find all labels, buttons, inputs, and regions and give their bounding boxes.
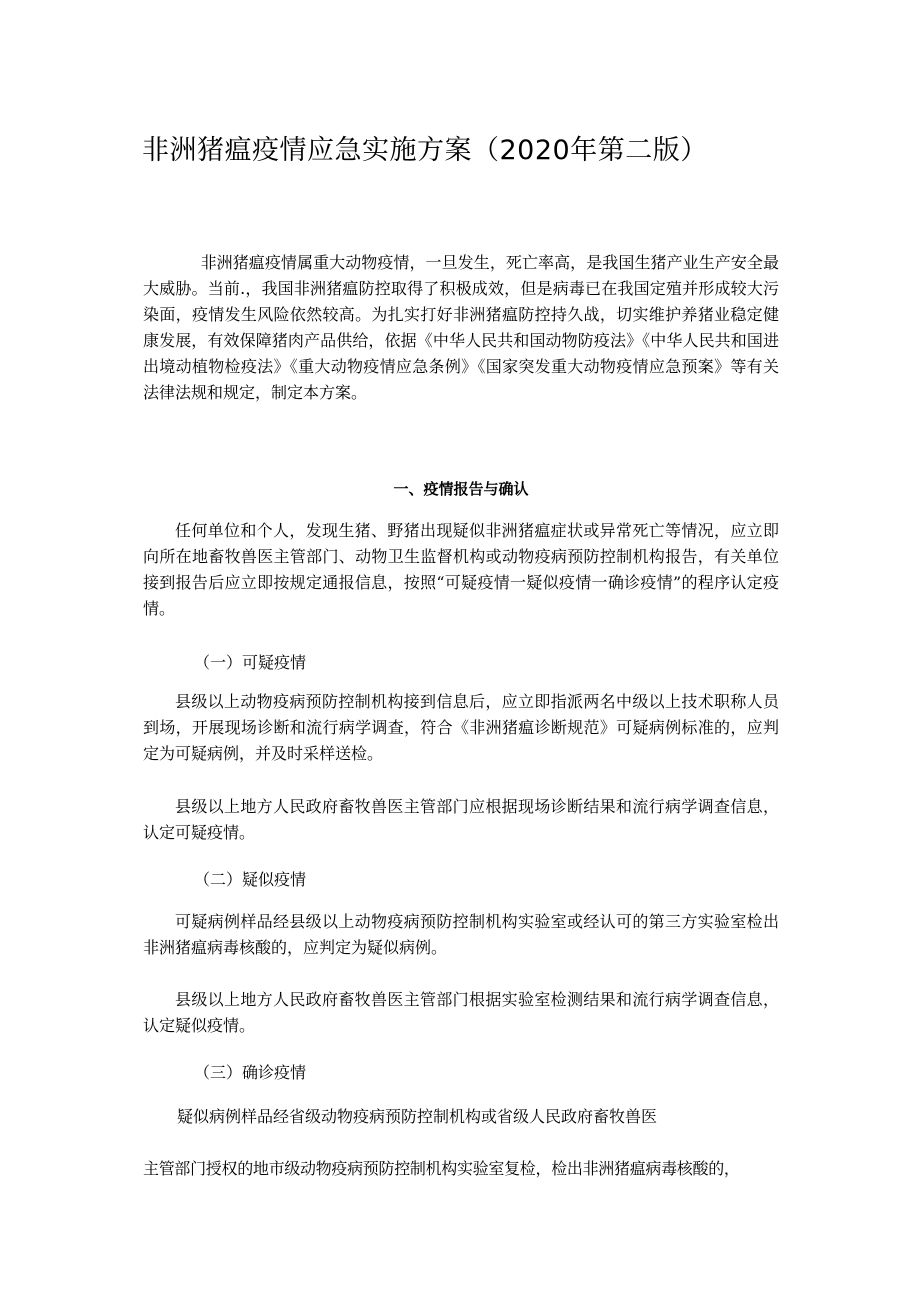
paragraph-probable-1: 可疑病例样品经县级以上动物疫病预防控制机构实验室或经认可的第三方实验室检出非洲猪瘟病毒核酸的，应判定为疑似病例。 [143, 912, 779, 957]
paragraph-probable-2: 县级以上地方人民政府畜牧兽医主管部门根据实验室检测结果和流行病学调查信息，认定疑似疫情。 [143, 990, 779, 1035]
paragraph-confirmed-line-2: 主管部门授权的地市级动物疫病预防控制机构实验室复检，检出非洲猪瘟病毒核酸的， [143, 1159, 740, 1178]
subheading-confirmed: （三）确诊疫情 [194, 1063, 307, 1082]
document-title: 非洲猪瘟疫情应急实施方案（2020年第二版） [142, 135, 708, 166]
subheading-suspicious: （一）可疑疫情 [194, 653, 307, 672]
subheading-probable: （二）疑似疫情 [194, 870, 307, 889]
paragraph-suspicious-1: 县级以上动物疫病预防控制机构接到信息后，应立即指派两名中级以上技术职称人员到场，开展现场诊断和流行病学调查，符合《非洲猪瘟诊断规范》可疑病例标准的，应判定为可疑病例，并及时采样送检。 [143, 692, 779, 763]
intro-paragraph: 非洲猪瘟疫情属重大动物疫情，一旦发生，死亡率高，是我国生猪产业生产安全最大威胁。当前.，我国非洲猪瘟防控取得了积极成效，但是病毒已在我国定殖并形成较大污染面，疫情发生风险依然较高。为扎实打好非洲猪瘟防控持久战，切实维护养猪业稳定健康发展，有效保障猪肉产品供给，依据《中华人民共和国动物防疫法》《中华人民共和国进出境动植物检疫法》《重大动物疫情应急条例》《国家突发重大动物疫情应急预案》等有关法律法规和规定，制定本方案。 [143, 253, 779, 402]
paragraph-report: 任何单位和个人，发现生猪、野猪出现疑似非洲猪瘟症状或异常死亡等情况，应立即向所在地畜牧兽医主管部门、动物卫生监督机构或动物疫病预防控制机构报告，有关单位接到报告后应立即按规定通报信息，按照“可疑疫情一疑似疫情一确诊疫情”的程序认定疫情。 [143, 521, 779, 618]
paragraph-confirmed-line-1: 疑似病例样品经省级动物疫病预防控制机构或省级人民政府畜牧兽医 [177, 1107, 658, 1126]
paragraph-suspicious-2: 县级以上地方人民政府畜牧兽医主管部门应根据现场诊断结果和流行病学调查信息，认定可疑疫情。 [143, 797, 779, 842]
section-heading-1: 一、疫情报告与确认 [393, 480, 529, 498]
